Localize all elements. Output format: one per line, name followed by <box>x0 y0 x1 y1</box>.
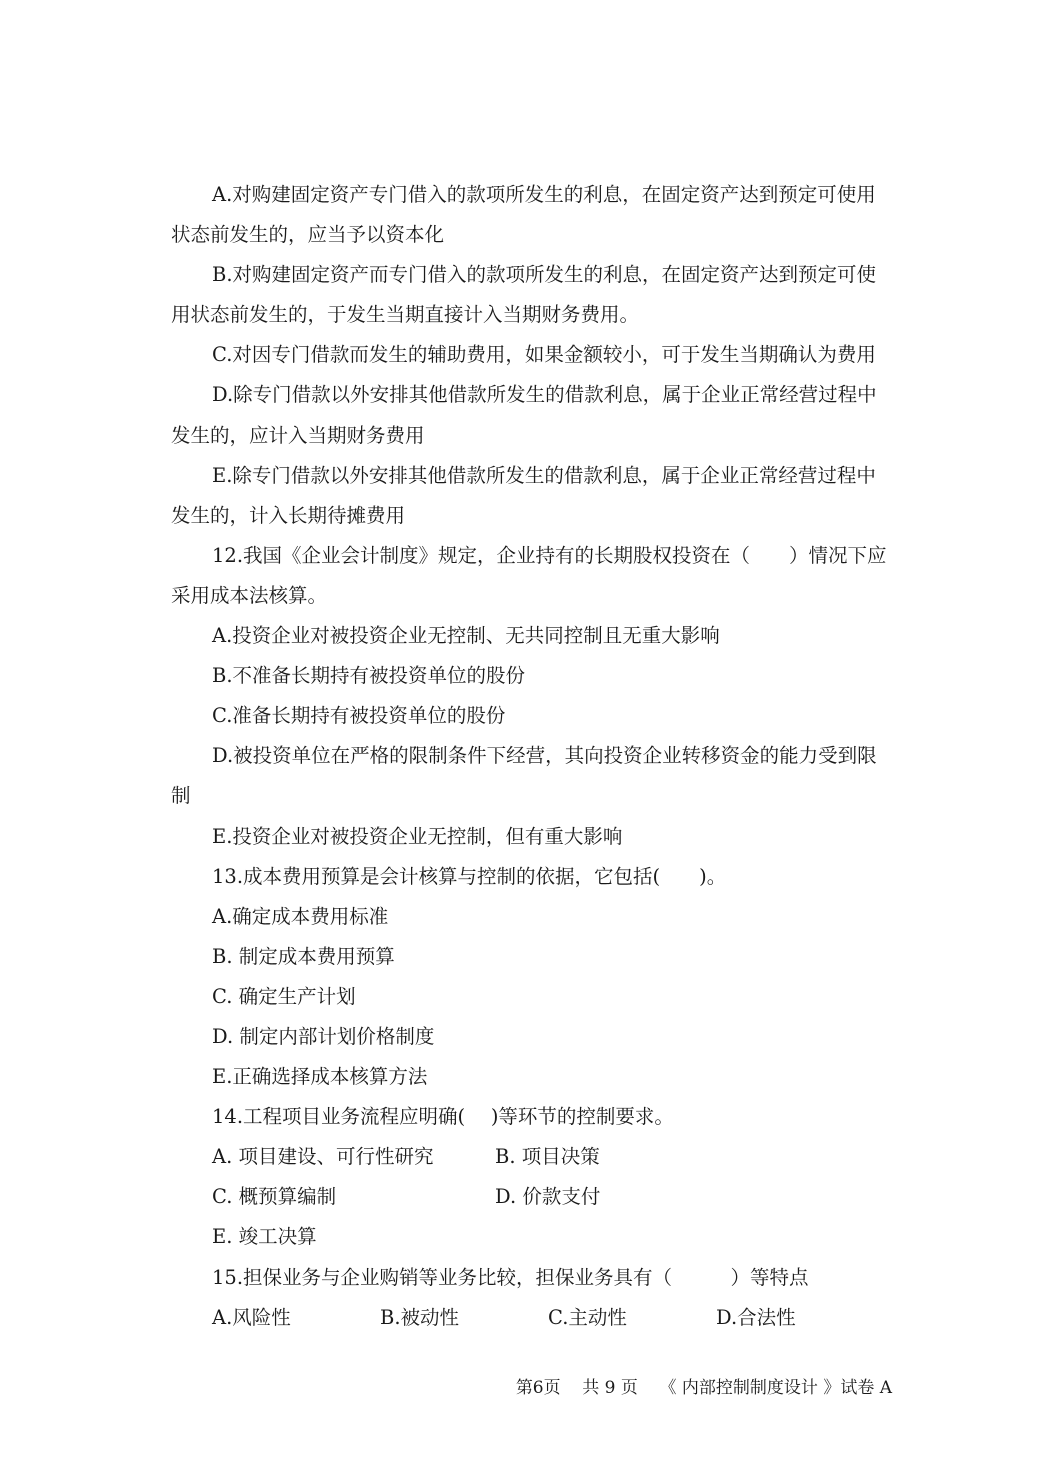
q15-option-a: A.风险性 <box>212 1305 291 1329</box>
exam-page-content <box>171 175 933 1338</box>
footer-total-pages: 共 9 页 <box>582 1378 638 1398</box>
q13-stem: 13.成本费用预算是会计核算与控制的依据，它包括( )。 <box>212 864 727 888</box>
q15-option-b: B.被动性 <box>380 1305 460 1329</box>
q14-option-b: B. 项目决策 <box>495 1145 600 1169</box>
footer-page-number: 第6页 <box>515 1378 561 1398</box>
q13-option-a: A.确定成本费用标准 <box>212 904 389 928</box>
q11-option-a-line2: 状态前发生的，应当予以资本化 <box>171 223 445 247</box>
page-footer <box>505 1352 892 1400</box>
q15-options-row <box>171 1298 933 1338</box>
q11-option-b-line1: B.对购建固定资产而专门借入的款项所发生的利息，在固定资产达到预定可使 <box>212 263 877 287</box>
q13-option-e: E.正确选择成本核算方法 <box>212 1065 428 1089</box>
q15-stem: 15.担保业务与企业购销等业务比较，担保业务具有（ ）等特点 <box>212 1265 809 1289</box>
q11-option-c: C.对因专门借款而发生的辅助费用，如果金额较小，可于发生当期确认为费用 <box>212 343 876 367</box>
q12-option-c: C.准备长期持有被投资单位的股份 <box>212 704 506 728</box>
q13-option-c: C. 确定生产计划 <box>212 984 356 1008</box>
q11-option-d-line1: D.除专门借款以外安排其他借款所发生的借款利息，属于企业正常经营过程中 <box>212 383 877 407</box>
q12-option-a: A.投资企业对被投资企业无控制、无共同控制且无重大影响 <box>212 624 720 648</box>
q12-option-d-line1: D.被投资单位在严格的限制条件下经营，其向投资企业转移资金的能力受到限 <box>212 744 877 768</box>
q12-option-e: E.投资企业对被投资企业无控制，但有重大影响 <box>212 824 623 848</box>
q14-option-d: D. 价款支付 <box>495 1185 601 1209</box>
q15-option-c: C.主动性 <box>548 1305 627 1329</box>
footer-exam-title: 《 内部控制制度设计 》试卷 A <box>659 1378 893 1398</box>
q14-options-row2 <box>171 1177 933 1217</box>
q13-option-d: D. 制定内部计划价格制度 <box>212 1024 435 1048</box>
q14-option-c: C. 概预算编制 <box>212 1185 337 1209</box>
q15-option-d: D.合法性 <box>716 1305 796 1329</box>
q14-option-e: E. 竣工决算 <box>212 1225 317 1249</box>
q13-option-b: B. 制定成本费用预算 <box>212 944 395 968</box>
q12-option-b: B.不准备长期持有被投资单位的股份 <box>212 664 526 688</box>
q14-stem: 14.工程项目业务流程应明确( )等环节的控制要求。 <box>212 1105 674 1129</box>
q14-options-row1 <box>171 1137 933 1177</box>
q14-option-a: A. 项目建设、可行性研究 <box>212 1145 434 1169</box>
q11-option-d-line2: 发生的，应计入当期财务费用 <box>171 423 425 447</box>
q11-option-e-line1: E.除专门借款以外安排其他借款所发生的借款利息，属于企业正常经营过程中 <box>212 463 876 487</box>
q12-stem-line2: 采用成本法核算。 <box>171 583 328 607</box>
q12-option-d-line2: 制 <box>171 784 191 808</box>
q11-option-e-line2: 发生的，计入长期待摊费用 <box>171 503 406 527</box>
q11-option-a-line1: A.对购建固定资产专门借入的款项所发生的利息，在固定资产达到预定可使用 <box>212 183 876 206</box>
q12-stem-line1: 12.我国《企业会计制度》规定，企业持有的长期股权投资在（ ）情况下应 <box>212 543 887 567</box>
q11-option-b-line2: 用状态前发生的，于发生当期直接计入当期财务费用。 <box>171 303 640 327</box>
